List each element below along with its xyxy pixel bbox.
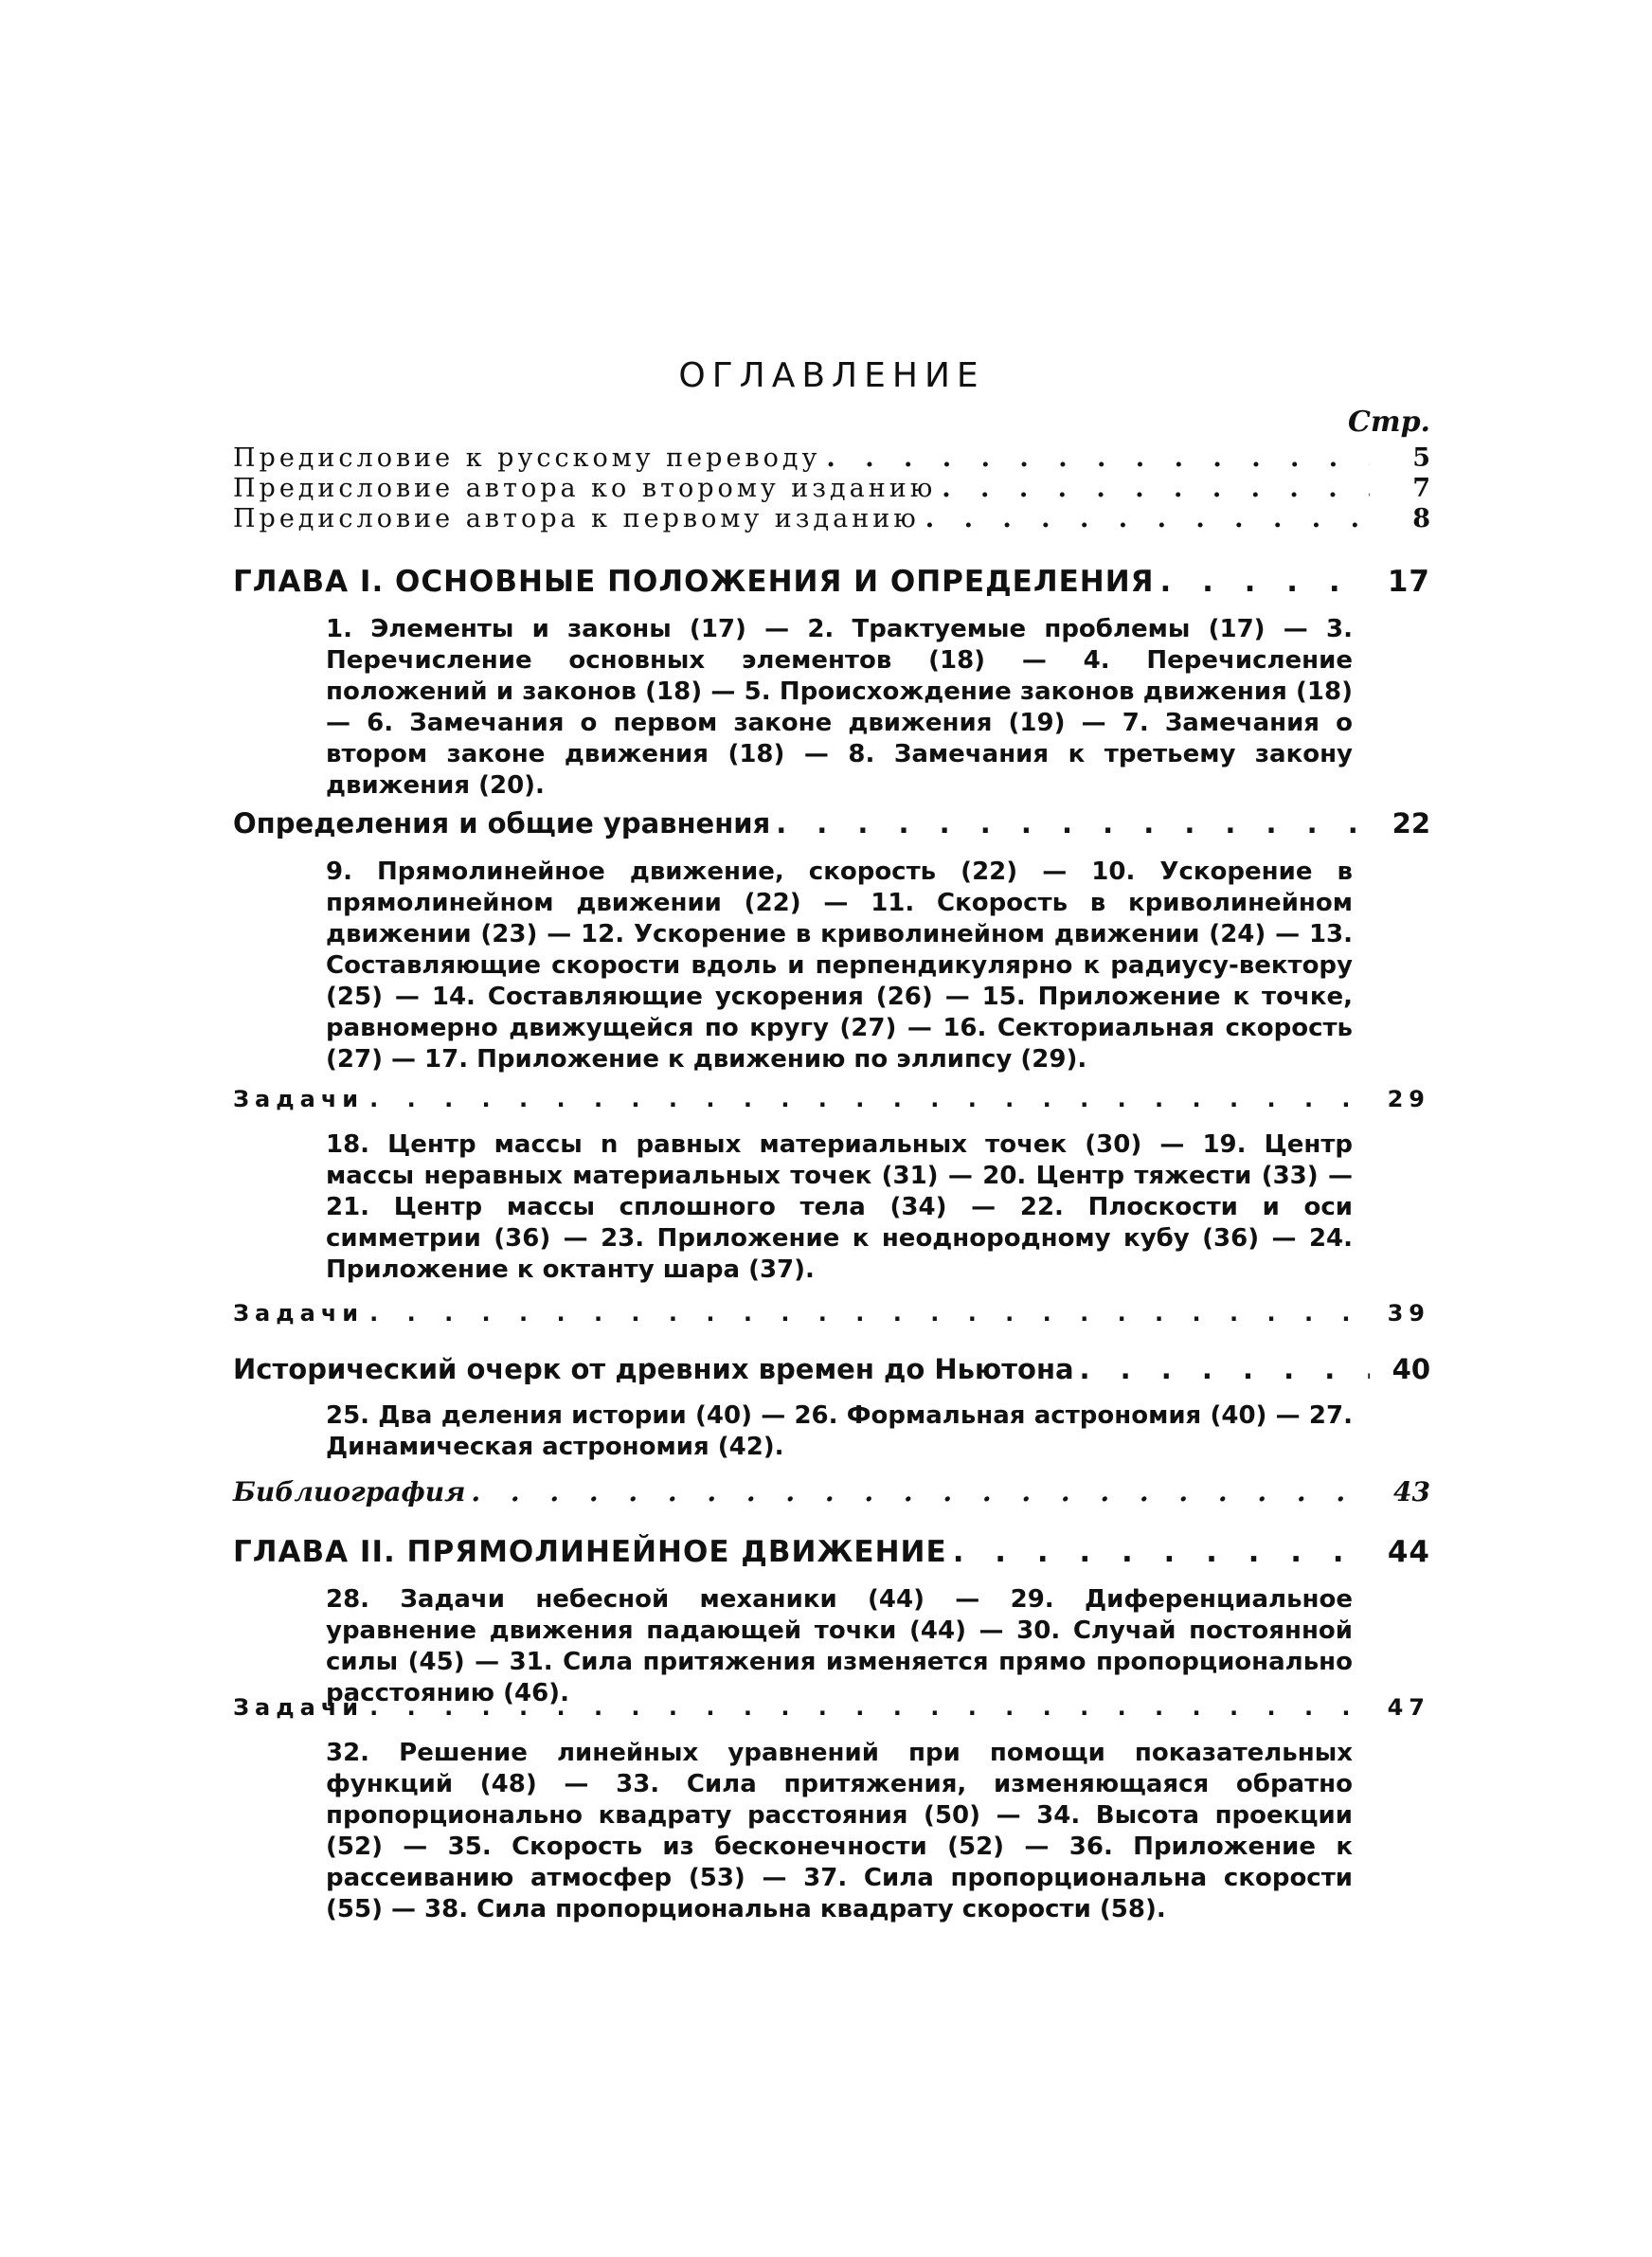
- toc-entry-preface-first[interactable]: [233, 504, 1430, 533]
- toc-entry-page: 8: [1412, 504, 1430, 533]
- page-column-header: Стр.: [1347, 406, 1430, 439]
- toc-entry-page: 43: [1393, 1476, 1430, 1508]
- toc-entry-tasks-3[interactable]: [233, 1694, 1430, 1721]
- leader-dots: [369, 1086, 1370, 1112]
- toc-entry-label: Задачи: [233, 1086, 365, 1112]
- leader-dots: [1160, 565, 1370, 599]
- toc-subsections-3: 18. Центр массы n равных материальных точек (30) — 19. Центр массы неравных материальных точек (31) — 20. Центр тяжести (33) — 21. Центр массы сплошного тела (34) — 22. Плоскости и оси симметрии (36) — 23. Приложение к неоднородному кубу (36) — 24. Приложение к октанту шара (37).: [326, 1130, 1353, 1284]
- toc-subsections-5: 28. Задачи небесной механики (44) — 29. Диференциальное уравнение движения падающей точки (44) — 30. Случай постоянной силы (45) — 31. Сила притяжения изменяется прямо пропорционально расстоянию (46).: [326, 1585, 1353, 1707]
- toc-entry-page: 39: [1387, 1300, 1430, 1327]
- leader-dots: [369, 1694, 1370, 1721]
- leader-dots: [942, 474, 1370, 503]
- toc-entry-page: 7: [1412, 474, 1430, 503]
- toc-entry-chapter-1[interactable]: [233, 565, 1430, 599]
- toc-entry-page: 47: [1387, 1694, 1430, 1721]
- toc-entry-label: Предисловие автора к первому изданию: [233, 504, 920, 533]
- toc-entry-page: 29: [1387, 1086, 1430, 1112]
- leader-dots: [1080, 1353, 1370, 1385]
- leader-dots: [953, 1535, 1370, 1569]
- leader-dots: [471, 1476, 1370, 1508]
- toc-entry-tasks-1[interactable]: [233, 1086, 1430, 1112]
- toc-entry-tasks-2[interactable]: [233, 1300, 1430, 1327]
- toc-entry-page: 5: [1412, 443, 1430, 473]
- toc-entry-label: Задачи: [233, 1300, 365, 1327]
- leader-dots: [826, 443, 1370, 473]
- toc-entry-label: Библиография: [233, 1476, 466, 1508]
- toc-subsections-2: 9. Прямолинейное движение, скорость (22) — 10. Ускорение в прямолинейном движении (22) — 11. Скорость в криволинейном движении (23) — 12. Ускорение в криволинейном движении (24) — 13. Составляющие скорости вдоль и перпендикулярно к радиусу-вектору (25) — 14. Составляющие ускорения (26) — 15. Приложение к точке, равномерно движущейся по кругу (27) — 16. Секториальная скорость (27) — 17. Приложение к движению по эллипсу (29).: [326, 858, 1353, 1074]
- toc-entry-history[interactable]: [233, 1353, 1430, 1385]
- toc-entry-label: Задачи: [233, 1694, 365, 1721]
- leader-dots: [776, 807, 1370, 840]
- toc-subsections-1: 1. Элементы и законы (17) — 2. Трактуемые проблемы (17) — 3. Перечисление основных элементов (18) — 4. Перечисление положений и законов (18) — 5. Происхождение законов движения (18) — 6. Замечания о первом законе движения (19) — 7. Замечания о втором законе движения (18) — 8. Замечания к третьему закону движения (20).: [326, 615, 1353, 800]
- toc-entry-chapter-2[interactable]: [233, 1535, 1430, 1569]
- toc-entry-label: Исторический очерк от древних времен до Ньютона: [233, 1353, 1074, 1385]
- toc-entry-label: Предисловие автора ко второму изданию: [233, 474, 937, 503]
- toc-entry-preface-second[interactable]: [233, 474, 1430, 503]
- leader-dots: [925, 504, 1370, 533]
- toc-entry-label: Определения и общие уравнения: [233, 807, 771, 840]
- toc-subsections-6: 32. Решение линейных уравнений при помощи показательных функций (48) — 33. Сила притяжения, изменяющаяся обратно пропорционально квадрату расстояния (50) — 34. Высота проекции (52) — 35. Скорость из бесконечности (52) — 36. Приложение к рассеиванию атмосфер (53) — 37. Сила пропорциональна скорости (55) — 38. Сила пропорциональна квадрату скорости (58).: [326, 1739, 1353, 1923]
- toc-entry-label: ГЛАВА II. ПРЯМОЛИНЕЙНОЕ ДВИЖЕНИЕ: [233, 1535, 947, 1569]
- leader-dots: [369, 1300, 1370, 1327]
- toc-entry-page: 44: [1387, 1535, 1430, 1569]
- toc-entry-bibliography[interactable]: [233, 1476, 1430, 1508]
- toc-entry-preface-translation[interactable]: [233, 443, 1430, 473]
- toc-entry-label: ГЛАВА I. ОСНОВНЫЕ ПОЛОЖЕНИЯ И ОПРЕДЕЛЕНИЯ: [233, 565, 1155, 599]
- toc-entry-page: 22: [1392, 807, 1430, 840]
- toc-subsections-4: 25. Два деления истории (40) — 26. Формальная астрономия (40) — 27. Динамическая астрономия (42).: [326, 1401, 1353, 1461]
- toc-title: ОГЛАВЛЕНИЕ: [678, 356, 985, 395]
- toc-entry-definitions[interactable]: [233, 807, 1430, 840]
- toc-entry-page: 40: [1392, 1353, 1430, 1385]
- toc-entry-label: Предисловие к русскому переводу: [233, 443, 821, 473]
- toc-entry-page: 17: [1387, 565, 1430, 599]
